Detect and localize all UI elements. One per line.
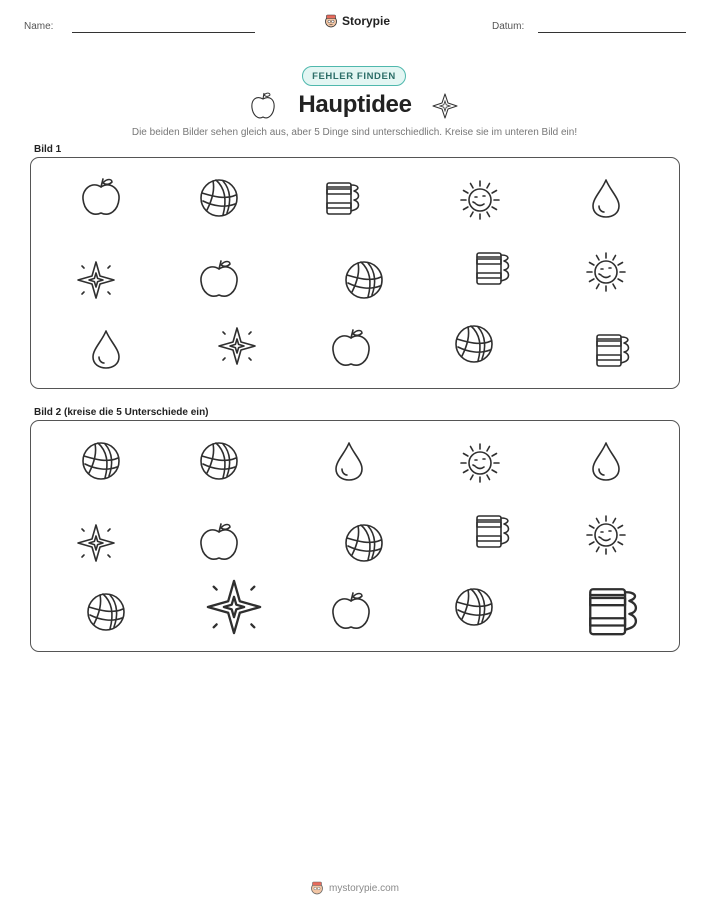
picture1-drop-icon: [86, 329, 126, 369]
picture1-apple-icon: [331, 329, 371, 369]
picture1-apple-icon: [199, 260, 239, 300]
category-badge: FEHLER FINDEN: [302, 66, 406, 86]
name-label: Name:: [24, 21, 54, 32]
picture2-books-icon[interactable]: [583, 582, 641, 640]
picture1-books-icon: [322, 178, 362, 218]
picture1-label: Bild 1: [34, 144, 62, 155]
picture2-apple-icon[interactable]: [199, 523, 239, 563]
footer-url[interactable]: mystorypie.com: [328, 882, 399, 894]
picture1-sparkle-icon: [76, 260, 116, 300]
picture1-books-icon: [592, 330, 632, 370]
picture1-volleyball-icon: [344, 260, 384, 300]
storypie-mascot-icon: [310, 881, 324, 895]
picture2-sparkle-icon[interactable]: [76, 523, 116, 563]
picture2-label: Bild 2 (kreise die 5 Unterschiede ein): [34, 407, 209, 418]
picture2-sparkle-icon[interactable]: [205, 578, 263, 636]
picture2-sun-icon[interactable]: [460, 443, 500, 483]
picture1-sun-icon: [586, 252, 626, 292]
picture2-sun-icon[interactable]: [586, 515, 626, 555]
picture1-volleyball-icon: [199, 178, 239, 218]
storypie-mascot-icon: [324, 14, 338, 28]
brand-name: Storypie: [342, 14, 391, 28]
picture2-volleyball-icon[interactable]: [81, 441, 121, 481]
picture2-panel[interactable]: [30, 420, 680, 652]
picture2-drop-icon[interactable]: [586, 441, 626, 481]
picture1-sun-icon: [460, 180, 500, 220]
page-title: Hauptidee: [298, 91, 412, 118]
picture1-apple-icon: [81, 178, 121, 218]
picture2-apple-icon[interactable]: [331, 592, 371, 632]
picture1-volleyball-icon: [454, 324, 494, 364]
picture2-books-icon[interactable]: [472, 511, 512, 551]
picture1-sparkle-icon: [217, 326, 257, 366]
picture2-volleyball-icon[interactable]: [86, 592, 126, 632]
picture1-panel: [30, 157, 680, 389]
date-field[interactable]: [538, 32, 686, 33]
date-label: Datum:: [492, 21, 525, 32]
picture2-drop-icon[interactable]: [329, 441, 369, 481]
footer: [0, 881, 709, 895]
instructions: Die beiden Bilder sehen gleich aus, aber 5 Dinge sind unterschiedlich. Kreise sie im unteren Bild ein!: [131, 127, 578, 138]
picture2-volleyball-icon[interactable]: [344, 523, 384, 563]
brand-logo: [324, 14, 390, 28]
name-field[interactable]: [72, 32, 255, 33]
picture2-volleyball-icon[interactable]: [199, 441, 239, 481]
picture1-books-icon: [472, 248, 512, 288]
sparkle-icon: [432, 93, 458, 119]
picture1-drop-icon: [586, 178, 626, 218]
picture2-volleyball-icon[interactable]: [454, 587, 494, 627]
apple-icon: [250, 91, 276, 121]
